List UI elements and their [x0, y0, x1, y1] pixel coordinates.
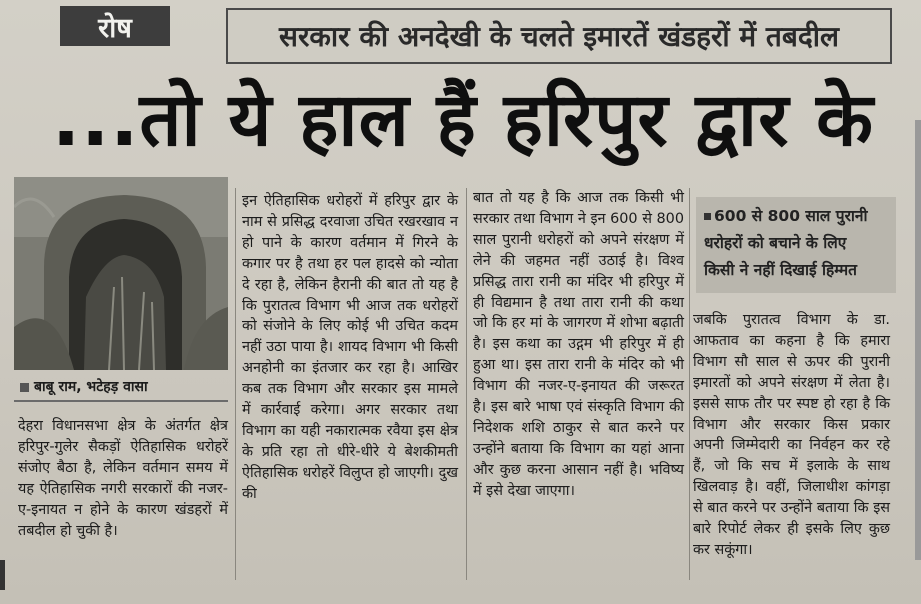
article-column-3 [473, 188, 684, 502]
article-column-1 [18, 416, 228, 541]
column-rule [235, 188, 236, 580]
photo-caption-text: बाबू राम, भटेहड़ वासा [34, 379, 148, 395]
pull-quote-line-1: 600 से 800 साल पुरानी [714, 207, 868, 225]
article-column-2 [242, 191, 458, 505]
kicker-headline: सरकार की अनदेखी के चलते इमारतें खंडहरों में तबदील [226, 8, 892, 64]
article-column-1-text: देहरा विधानसभा क्षेत्र के अंतर्गत क्षेत्र हरिपुर-गुलेर सैकड़ों ऐतिहासिक धरोहरें संजोए बैठा है, लेकिन वर्तमान समय में यह ऐतिहासिक नगरी सरकारों की नजर-ए-इनायत न होने के कारण खंडहरों में तबदील हो चुकी है। [18, 418, 228, 539]
pull-quote-line-3: किसी ने नहीं दिखाई हिम्मत [704, 261, 857, 279]
article-column-4-text: जबकि पुरातत्व विभाग के डा. आफताव का कहना है कि हमारा विभाग सौ साल से ऊपर की पुरानी इमारतों को अपने संरक्षण में लेता है। इससे साफ तौर पर स्पष्ट हो रहा है कि विभाग और सरकार किस प्रकार अपनी जिम्मेदारी का निर्वहन कर रहे हैं, जो कि सच में इलाके के साथ खिलवाड़ है। वहीं, जिलाधीश कांगड़ा से बात करने पर उन्होंने बताया कि इस बारे रिपोर्ट लेकर ही इसके लिए कुछ कर सकूंगा। [693, 312, 890, 558]
column-rule [689, 188, 690, 580]
old-gateway-photo [14, 177, 228, 370]
pull-quote-line [704, 203, 890, 230]
article-column-3-text: बात तो यह है कि आज तक किसी भी सरकार तथा विभाग ने इन 600 से 800 साल पुरानी धरोहरों को अपने संरक्षण में लेने की जहमत नहीं उठाई है। विश्व प्रसिद्ध तारा रानी का मंदिर भी हरिपुर में ही विद्यमान है तथा तारा रानी की कथा जो कि हर मां के जागरण में शोभा बढ़ाती है। इस कथा का उद्गम भी हरिपुर में ही हुआ था। इस तारा रानी के मंदिर को भी विभाग की नजर-ए-इनायत की जरूरत है। इस बारे भाषा एवं संस्कृति विभाग की निदेशक शशि ठाकुर से बात करने पर उन्होंने बताया कि विभाग का यहां आना और कुछ करना आसान नहीं है। भविष्य में इसे देखा जाएगा। [473, 190, 684, 499]
bullet-square-icon [20, 383, 29, 392]
article-photo [14, 177, 228, 370]
article-column-2-text: इन ऐतिहासिक धरोहरों में हरिपुर द्वार के नाम से प्रसिद्ध दरवाजा उचित रखरखाव न हो पाने के कारण वर्तमान में गिरने के कगार पर है तथा हर पल हादसे को न्योता दे रहा है, लेकिन हैरानी की बात तो यह है कि पुरातत्व विभाग भी आज तक धरोहरों को संजोने के लिए कोई भी उचित कदम नहीं उठा पाया है। शायद विभाग भी किसी अनहोनी का इंतजार कर रहा है। आखिर कब तक विभाग और सरकार इस मामले में कार्रवाई करेगा। अगर सरकार तथा विभाग का यही नकारात्मक रवैया इस क्षेत्र के प्रति रहा तो धीरे-धीरे ये बेशकीमती ऐतिहासिक धरोहरें विलुप्त हो जाएगी। दुख की [242, 193, 458, 502]
page-edge-left [0, 560, 5, 590]
page-edge-right [915, 120, 921, 560]
column-rule [466, 188, 467, 580]
photo-caption [20, 377, 230, 396]
section-tag: रोष [60, 6, 170, 46]
caption-divider [14, 400, 228, 402]
bullet-square-icon [704, 213, 711, 220]
article-column-4 [693, 310, 890, 561]
main-headline: ...तो ये हाल हैं हरिपुर द्वार के [52, 76, 874, 163]
pull-quote-line-2: धरोहरों को बचाने के लिए [704, 234, 847, 252]
pull-quote-box [696, 197, 896, 293]
